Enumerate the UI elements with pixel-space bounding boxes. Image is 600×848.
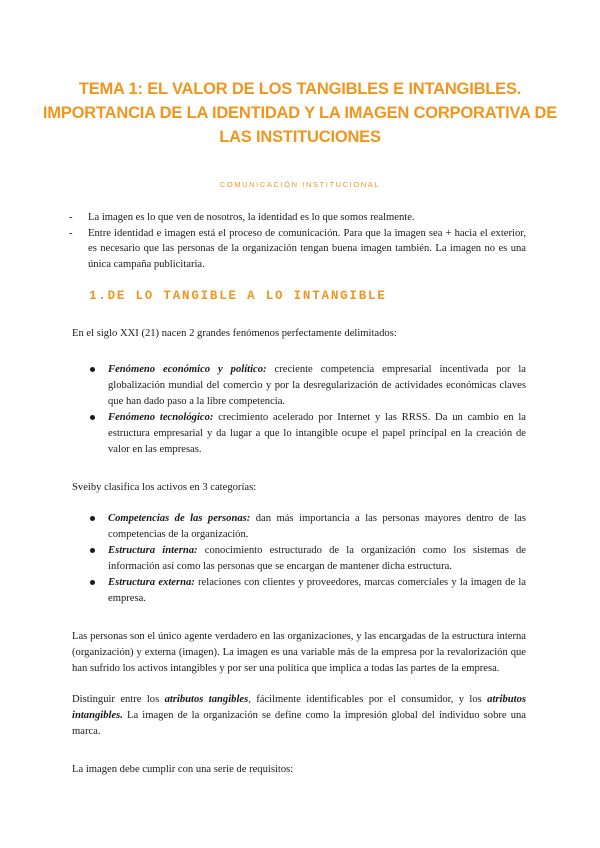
sveiby-paragraph: Sveiby clasifica los activos en 3 categorías: xyxy=(72,482,257,493)
requirements-paragraph: La imagen debe cumplir con una serie de requisitos: xyxy=(72,764,294,775)
page-title: TEMA 1: EL VALOR DE LOS TANGIBLES E INTANGIBLES. IMPORTANCIA DE LA IDENTIDAD Y LA IMAGEN CORPORATIVA DE LAS INSTITUCIONES xyxy=(42,80,558,146)
list-item: Estructura externa: relaciones con clientes y proveedores, marcas comerciales y la imagen de la empresa. xyxy=(108,575,526,607)
list-item: Fenómeno tecnológico: crecimiento acelerado por Internet y las RRSS. Da un cambio en la estructura empresarial y da lugar a que lo intangible ocupe el papel principal en la creación de valor en las empresas. xyxy=(108,410,526,458)
phenomena-list xyxy=(108,362,526,458)
list-item: Competencias de las personas: dan más importancia a las personas mayores dentro de las competencias de la organización. xyxy=(108,511,526,543)
page-subtitle: COMUNICACIÓN INSTITUCIONAL xyxy=(219,180,381,189)
list-item: Estructura interna: conocimiento estructurado de la organización como los sistemas de información así como las personas que se encargan de mantener dicha estructura. xyxy=(108,543,526,575)
section-heading: 1.DE LO TANGIBLE A LO INTANGIBLE xyxy=(89,289,387,303)
people-paragraph: Las personas son el único agente verdadero en las organizaciones, y las encargadas de la estructura interna (organización) y externa (imagen). La imagen es una variable más de la empresa por la revalorización que han sufrido los activos intangibles y por ser una política que implica a todas las partes de la empresa. xyxy=(72,631,526,674)
categories-list xyxy=(108,511,526,607)
list-item: - Entre identidad e imagen está el proceso de comunicación. Para que la imagen sea + hacia el exterior, es necesario que las personas de la organización tengan buena imagen también. La imagen no es una única campaña publicitaria. xyxy=(69,227,526,270)
list-item: - La imagen es lo que ven de nosotros, la identidad es lo que somos realmente. xyxy=(69,212,415,223)
list-item: Fenómeno económico y político: creciente competencia empresarial incentivada por la globalización mundial del comercio y por la desregularización de actividades económicas claves que han dado paso a la libre competencia. xyxy=(108,362,526,410)
dash-list xyxy=(69,210,526,272)
attributes-paragraph: Distinguir entre los atributos tangibles, fácilmente identificables por el consumidor, y los atributos intangibles. La imagen de la organización se define como la impresión global del individuo sobre una marca. xyxy=(72,694,526,737)
intro-paragraph: En el siglo XXI (21) nacen 2 grandes fenómenos perfectamente delimitados: xyxy=(72,328,397,339)
